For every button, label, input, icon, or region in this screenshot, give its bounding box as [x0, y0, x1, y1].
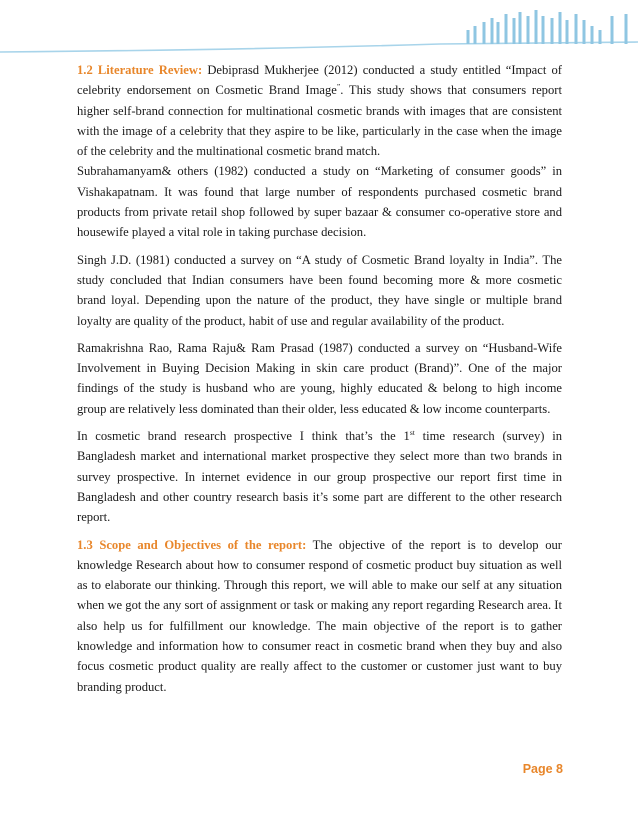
- page-number: Page 8: [522, 762, 563, 776]
- section-heading-literature-review: 1.2 Literature Review:: [77, 63, 203, 77]
- paragraph-text: time research (survey) in Bangladesh market and international market prospective they select more than two brands in survey prospective. In internet evidence in our group prospective our report first time in Bangladesh and other country research basis it’s some part are different to the other research report.: [77, 429, 562, 525]
- paragraph-singh: Singh J.D. (1981) conducted a survey on “A study of Cosmetic Brand loyalty in India”. The study concluded that Indian consumers have been found becoming more & more cosmetic brand loyal. Depending upon the nature of the product, they have single or multiple brand loyalty are quality of the product, habit of use and regular availability of the product.: [77, 252, 562, 328]
- paragraph-subrahamanyam: Subrahamanyam& others (1982) conducted a study on “Marketing of consumer goods” in Vishakapatnam. It was found that large number of respondents purchased cosmetic brand products from private retail shop followed by super bazaar & consumer co-operative store and housewife played a vital role in taking purchase decision.: [77, 164, 562, 240]
- paragraph-text: . This study shows that consumers report higher self-brand connection for multinational cosmetic brands with images that are consistent with the image of a celebrity that they aspire to be like, particularly in the case when the image of the celebrity and the multinational cosmetic brand match.: [77, 83, 562, 159]
- superscript-ordinal: st: [409, 427, 415, 437]
- paragraph-prospective: [77, 426, 562, 527]
- paragraph-text: The objective of the report is to develop our knowledge Research about how to consumer respond of cosmetic product buy situation as well as to elaborate our thinking. Through this report, we will able to make our self at any situation when we got the any sort of assignment or task or making any report regarding Research area. It also help us for fulfillment our knowledge. The main objective of the report is to gather knowledge and information how to consumer react in cosmetic brand when they buy and also focus cosmetic product quality are really affect to the customer or customer just want to buy branding product.: [77, 537, 562, 694]
- main-content: [77, 60, 562, 704]
- city-skyline-icon: [468, 10, 626, 44]
- section-heading-scope-objectives: 1.3 Scope and Objectives of the report:: [77, 537, 307, 552]
- paragraph-literature-review: [77, 60, 562, 161]
- paragraph-ramakrishna: Ramakrishna Rao, Rama Raju& Ram Prasad (1987) conducted a survey on “Husband-Wife Involvement in Buying Decision Making in skin care product (Brand)”. One of the major findings of the study is husband who are young, highly educated & belong to high income group are relatively less dominated than their older, less educated & low income counterparts.: [77, 340, 562, 416]
- superscript-mark: ”: [336, 82, 341, 92]
- paragraph-text: In cosmetic brand research prospective I think that’s the 1: [77, 429, 410, 444]
- paragraph-scope-objectives: [77, 535, 562, 697]
- header-decoration: [0, 0, 638, 60]
- paragraph-text: Debiprasd Mukherjee (2012) conducted a study entitled “Impact of celebrity endorsement on Cosmetic Brand Image: [77, 63, 562, 98]
